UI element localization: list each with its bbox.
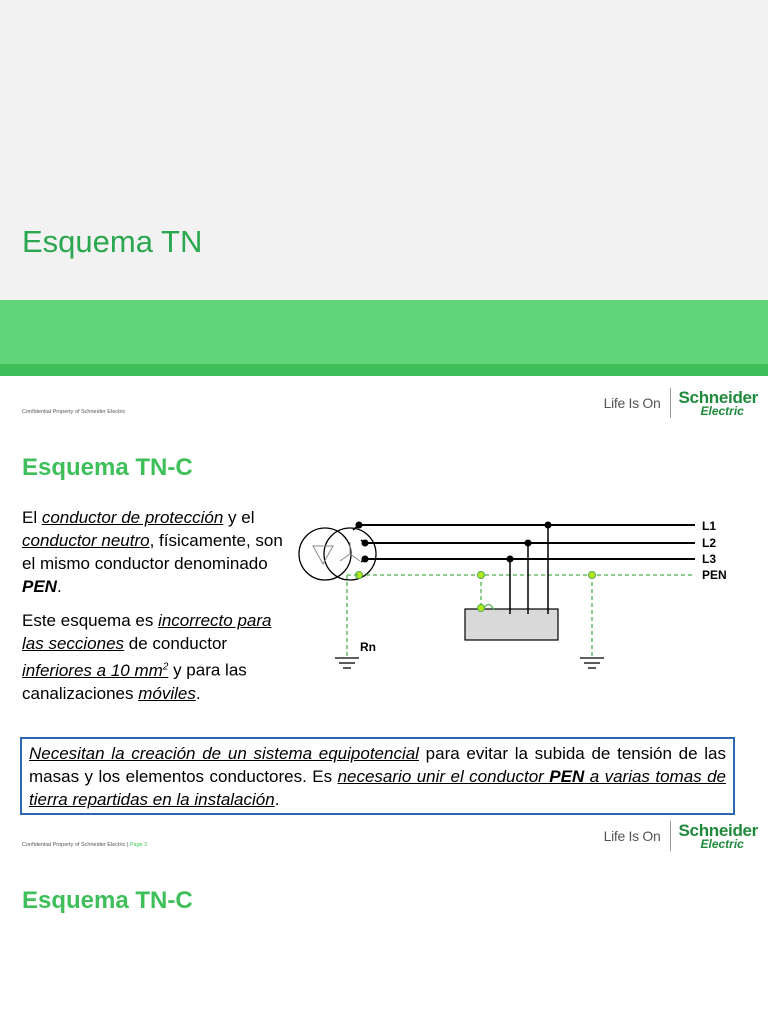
schneider-logo [679, 389, 759, 417]
earth-symbol-rn [335, 658, 359, 668]
confidential-text: Confidential Property of Schneider Electric [22, 842, 126, 848]
life-is-on-tagline: Life Is On [603, 828, 661, 844]
slide-heading-next: Esquema TN-C [22, 887, 193, 914]
separator: | [125, 842, 130, 848]
text-run: El [22, 508, 42, 527]
confidential-note-page [22, 842, 147, 848]
text-run: y el [223, 508, 255, 527]
delta-winding-icon [313, 546, 333, 564]
brand-sub: Electric [700, 404, 744, 418]
underlined-term: a varias tomas de tierra repartidas en la instalación [29, 767, 727, 809]
underlined-term: Necesitan la creación de un sistema equipotencial [29, 744, 419, 763]
underlined-term: móviles [138, 683, 196, 703]
green-band-bottom [0, 364, 768, 376]
label-l3: L3 [702, 552, 717, 566]
paragraph-incorrect-usage [22, 609, 292, 705]
brand-logo-2 [604, 819, 758, 853]
confidential-text: Confidential Property of Schneider Electric [22, 409, 126, 415]
text-run: y para las canalizaciones [22, 660, 247, 703]
underlined-term: incorrecto para las secciones [22, 611, 272, 653]
schneider-logo [679, 822, 759, 850]
text-run: . [195, 683, 201, 703]
label-rn: Rn [360, 640, 376, 654]
underlined-term: conductor de protección [41, 508, 224, 527]
transformer-coil-primary [299, 528, 351, 580]
star-winding-icon [340, 542, 360, 561]
title-slide [0, 0, 768, 376]
text-run: para evitar la subida de tensión de las masas y los elementos conductores. Es [29, 744, 726, 786]
brand-name: Schneider [678, 821, 758, 840]
brand-sub: Electric [700, 837, 744, 851]
text-run: inferiores a 10 mm [22, 660, 163, 680]
green-band [0, 300, 768, 364]
page-number: Page 2 [129, 842, 148, 848]
confidential-note [22, 409, 125, 415]
slide-heading: Esquema TN-C [22, 454, 193, 481]
brand-divider [670, 388, 671, 418]
label-l1: L1 [702, 519, 717, 533]
text-run: de conductor [124, 634, 228, 653]
brand-divider [670, 821, 671, 851]
underlined-term: conductor neutro [22, 531, 150, 550]
brand-logo [604, 386, 758, 420]
underlined-term: necesario unir el conductor [337, 767, 550, 786]
bold-term: PEN [549, 767, 585, 786]
text-run: . [56, 577, 62, 596]
paragraph-pen-definition [22, 506, 292, 598]
load-enclosure [465, 609, 558, 640]
label-pen: PEN [702, 568, 727, 582]
brand-name: Schneider [678, 388, 758, 407]
label-l2: L2 [702, 536, 717, 550]
text-run: , físicamente, son el mismo conductor denominado [22, 531, 283, 573]
life-is-on-tagline: Life Is On [603, 395, 661, 411]
equipotential-callout [20, 737, 735, 815]
underlined-term [22, 661, 168, 680]
superscript: 2 [162, 661, 169, 672]
text-run: Este esquema es [22, 611, 159, 630]
tn-c-wiring-diagram [295, 514, 740, 674]
bold-term: PEN [22, 577, 57, 596]
text-run: . [274, 790, 280, 809]
slide-title: Esquema TN [22, 224, 203, 259]
earth-symbol-2 [580, 658, 604, 668]
